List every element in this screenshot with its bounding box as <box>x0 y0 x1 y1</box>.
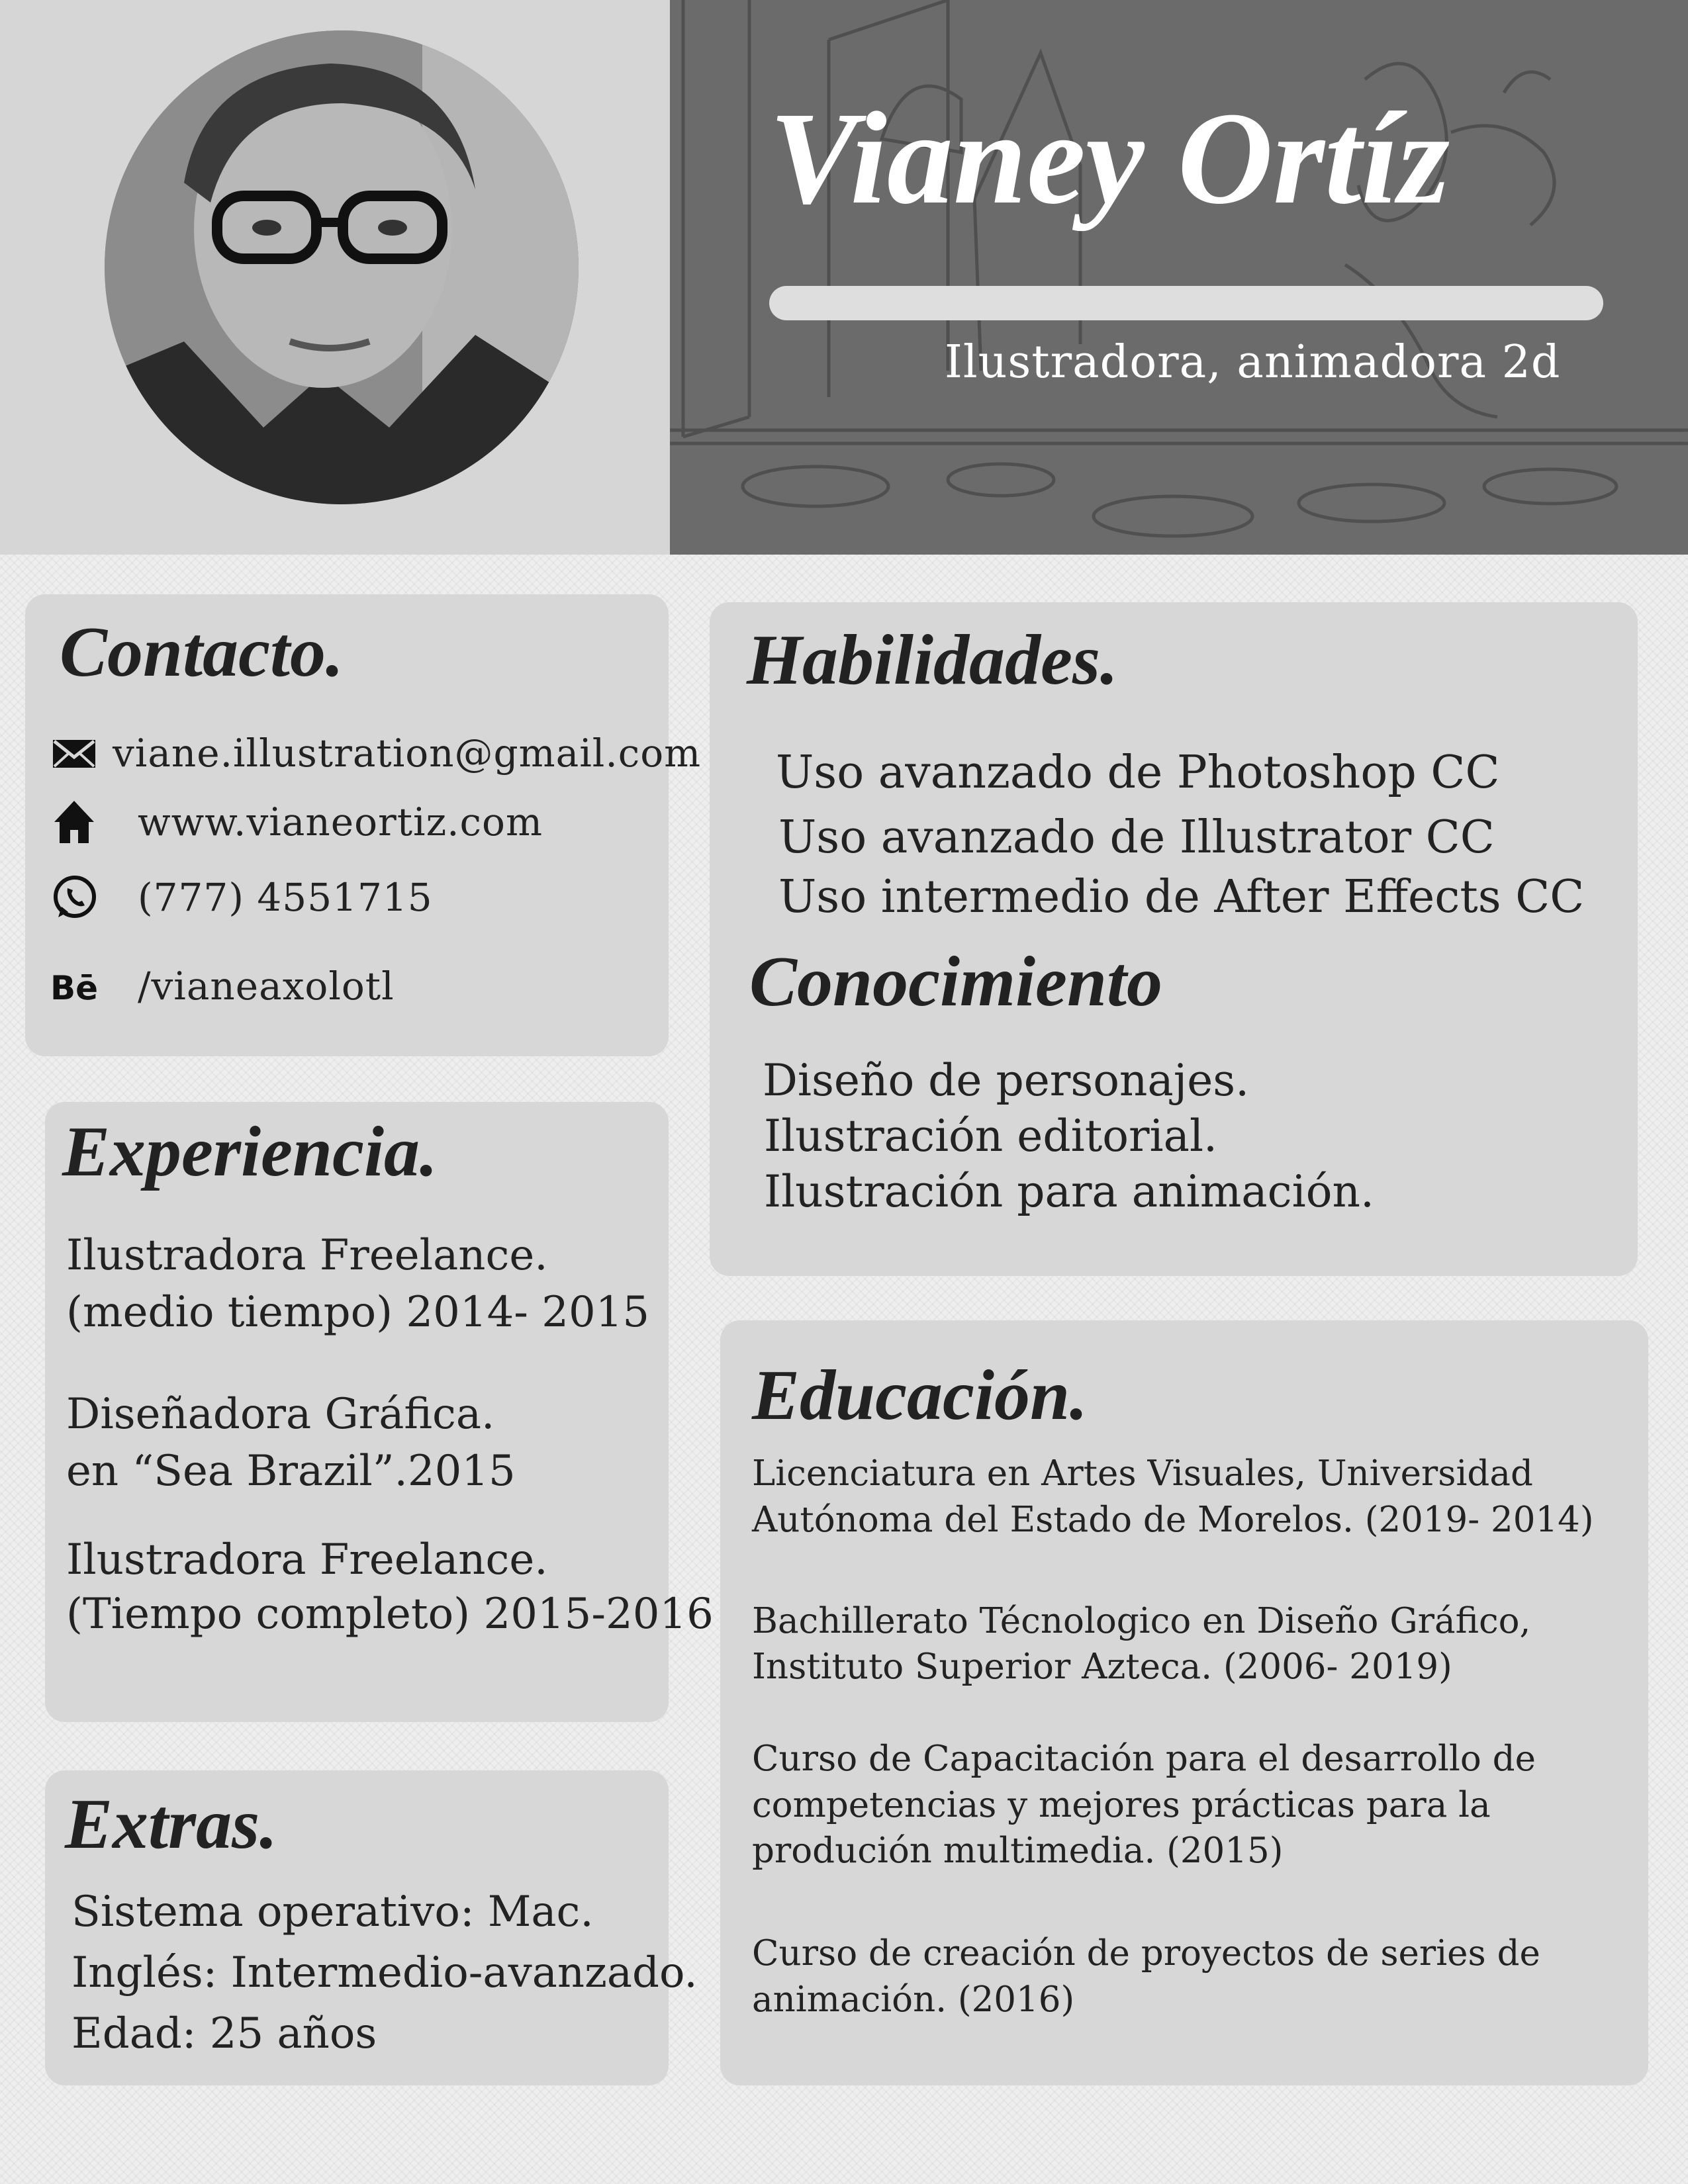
extras-os: Sistema operativo: Mac. <box>71 1888 594 1936</box>
contact-heading: Contacto. <box>60 613 344 692</box>
whatsapp-icon <box>49 872 99 923</box>
background-illustration <box>670 0 1688 555</box>
extras-english: Inglés: Intermedio-avanzado. <box>71 1948 698 1997</box>
education-item-4-line-2: animación. (2016) <box>752 1979 1075 2020</box>
job-title: Ilustradora, animadora 2d <box>945 336 1561 388</box>
experience-heading: Experiencia. <box>62 1113 438 1191</box>
phone-number[interactable]: (777) 4551715 <box>138 875 433 920</box>
photo-panel <box>0 0 670 555</box>
contact-website-row <box>49 797 543 847</box>
extras-age: Edad: 25 años <box>71 2009 377 2058</box>
home-icon <box>49 797 99 847</box>
experience-item-2-role: Diseñadora Gráfica. <box>66 1390 495 1439</box>
skill-illustrator: Uso avanzado de Illustrator CC <box>778 811 1495 864</box>
skill-after-effects: Uso intermedio de After Effects CC <box>778 871 1585 923</box>
profile-photo <box>105 30 579 504</box>
knowledge-heading: Conocimiento <box>749 942 1163 1021</box>
education-item-2-line-2: Instituto Superior Azteca. (2006- 2019) <box>752 1647 1452 1687</box>
email-link[interactable]: viane.illustration@gmail.com <box>113 731 702 776</box>
contact-behance-row <box>49 961 395 1011</box>
extras-heading: Extras. <box>65 1785 278 1864</box>
knowledge-animation: Ilustración para animación. <box>764 1166 1374 1217</box>
experience-item-3-period: (Tiempo completo) 2015-2016 <box>66 1590 714 1639</box>
header-banner <box>670 0 1688 555</box>
education-item-3-line-1: Curso de Capacitación para el desarrollo de <box>752 1739 1536 1779</box>
contact-email-row <box>49 728 701 778</box>
envelope-icon <box>49 728 99 778</box>
knowledge-editorial: Ilustración editorial. <box>764 1111 1218 1161</box>
education-item-1-line-2: Autónoma del Estado de Morelos. (2019- 2014) <box>752 1500 1594 1540</box>
experience-item-1-role: Ilustradora Freelance. <box>66 1231 548 1280</box>
experience-item-2-period: en “Sea Brazil”.2015 <box>66 1447 516 1496</box>
contact-phone-row <box>49 872 433 923</box>
website-link[interactable]: www.vianeortiz.com <box>138 799 543 844</box>
skill-photoshop: Uso avanzado de Photoshop CC <box>776 747 1500 799</box>
behance-icon <box>49 961 99 1011</box>
education-item-1-line-1: Licenciatura en Artes Visuales, Universidad <box>752 1453 1533 1494</box>
name-underline <box>769 286 1603 320</box>
behance-link[interactable]: /vianeaxolotl <box>138 964 395 1009</box>
skills-heading: Habilidades. <box>747 621 1118 700</box>
education-item-3-line-3: produción multimedia. (2015) <box>752 1831 1284 1871</box>
experience-item-3-role: Ilustradora Freelance. <box>66 1535 548 1584</box>
svg-text:Bē: Bē <box>50 969 98 1007</box>
experience-card <box>45 1102 714 1722</box>
contact-card <box>25 594 702 1056</box>
education-card <box>720 1320 1648 2085</box>
person-name: Vianey Ortíz <box>769 85 1450 232</box>
education-item-3-line-2: competencias y mejores prácticas para la <box>752 1785 1491 1825</box>
experience-item-1-period: (medio tiempo) 2014- 2015 <box>66 1288 650 1337</box>
extras-card <box>45 1770 698 2085</box>
knowledge-character-design: Diseño de personajes. <box>763 1055 1250 1106</box>
education-heading: Educación. <box>752 1356 1088 1435</box>
education-item-2-line-1: Bachillerato Técnologico en Diseño Gráfico, <box>752 1601 1531 1641</box>
education-item-4-line-1: Curso de creación de proyectos de series de <box>752 1933 1540 1974</box>
skills-card <box>710 602 1638 1276</box>
